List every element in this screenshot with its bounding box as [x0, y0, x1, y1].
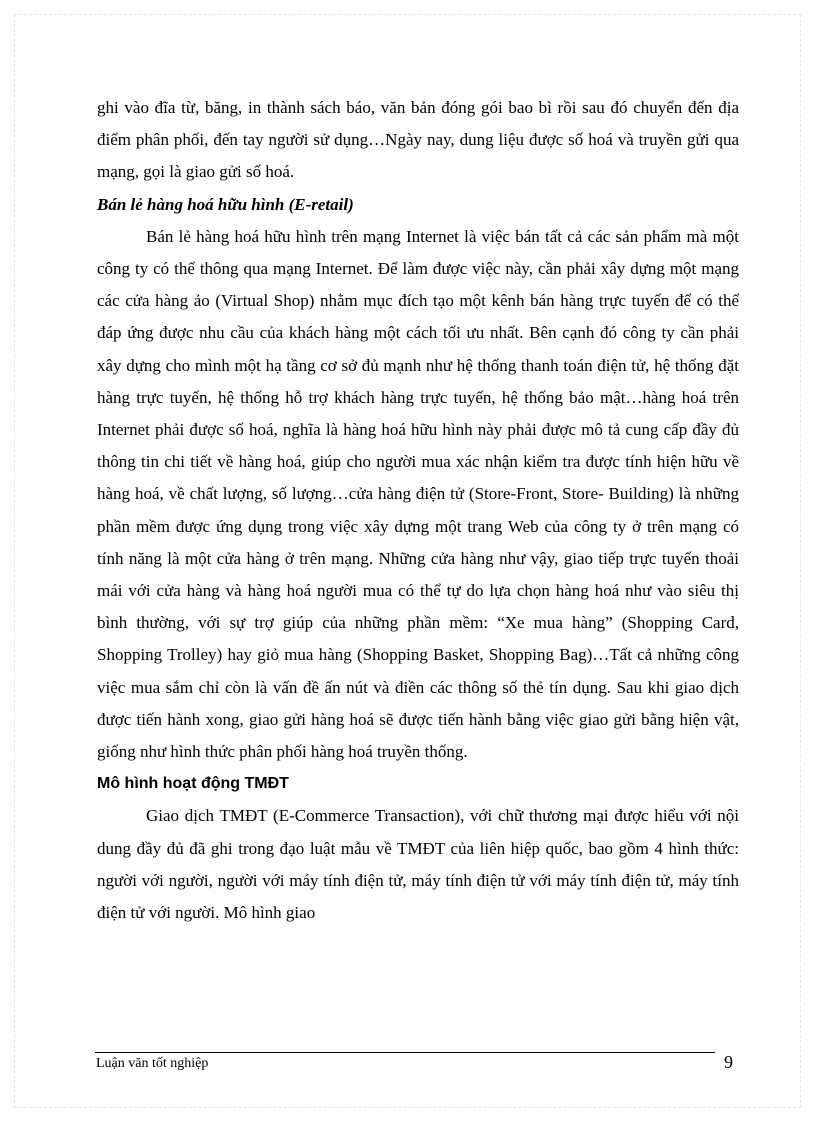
- footer-divider: [95, 1052, 715, 1053]
- section-heading-model: Mô hình hoạt động TMĐT: [97, 775, 289, 793]
- section-heading-eretail: Bán lẻ hàng hoá hữu hình (E-retail): [97, 194, 354, 214]
- paragraph-model: Giao dịch TMĐT (E-Commerce Transaction), với chữ thương mại được hiểu với nội dung đầy đủ đã ghi trong đạo luật mẫu về TMĐT của liên hiệp quốc, bao gồm 4 hình thức: người với người, người với máy tính điện tử, máy tính điện tử với máy tính điện tử, máy tính điện tử với người. Mô hình giao: [97, 806, 739, 923]
- document-body: [97, 92, 739, 929]
- paragraph-continuation: ghi vào đĩa từ, băng, in thành sách báo, văn bản đóng gói bao bì rồi sau đó chuyển đến địa điểm phân phối, đến tay người sử dụng…Ngày nay, dung liệu được số hoá và truyền gửi qua mạng, gọi là giao gửi số hoá.: [97, 98, 739, 182]
- paragraph-eretail: Bán lẻ hàng hoá hữu hình trên mạng Internet là việc bán tất cả các sản phẩm mà một công ty có thể thông qua mạng Internet. Để làm được việc này, cần phải xây dựng một mạng các cửa hàng ảo (Virtual Shop) nhằm mục đích tạo một kênh bán hàng trực tuyến để có thể đáp ứng được nhu cầu của khách hàng một cách tối ưu nhất. Bên cạnh đó công ty cần phải xây dựng cho mình một hạ tầng cơ sở đủ mạnh như hệ thống thanh toán điện tử, hệ thống đặt hàng trực tuyến, hệ thống hỗ trợ khách hàng trực tuyến, hệ thống bảo mật…hàng hoá trên Internet phải được số hoá, nghĩa là hàng hoá hữu hình này phải được mô tả cung cấp đầy đủ thông tin chi tiết về hàng hoá, giúp cho người mua xác nhận kiểm tra được tính hiện hữu về hàng hoá, về chất lượng, số lượng…cửa hàng điện tử (Store-Front, Store- Building) là những phần mềm được ứng dụng trong việc xây dựng một trang Web của công ty ở trên mạng có tính năng là một cửa hàng ở trên mạng. Những cửa hàng như vậy, giao tiếp trực tuyến thoải mái với cửa hàng và hàng hoá người mua có thể tự do lựa chọn hàng hoá như vào siêu thị bình thường, với sự trợ giúp của những phần mềm: “Xe mua hàng” (Shopping Card, Shopping Trolley) hay giỏ mua hàng (Shopping Basket, Shopping Bag)…Tất cả những công việc mua sắm chỉ còn là vấn đề ấn nút và điền các thông số thẻ tín dụng. Sau khi giao dịch được tiến hành xong, giao gửi hàng hoá sẽ được tiến hành bằng việc giao gửi bằng hiện vật, giống như hình thức phân phối hàng hoá truyền thống.: [97, 226, 739, 762]
- page-number: 9: [724, 1052, 733, 1072]
- footer-title: Luận văn tốt nghiệp: [96, 1056, 209, 1071]
